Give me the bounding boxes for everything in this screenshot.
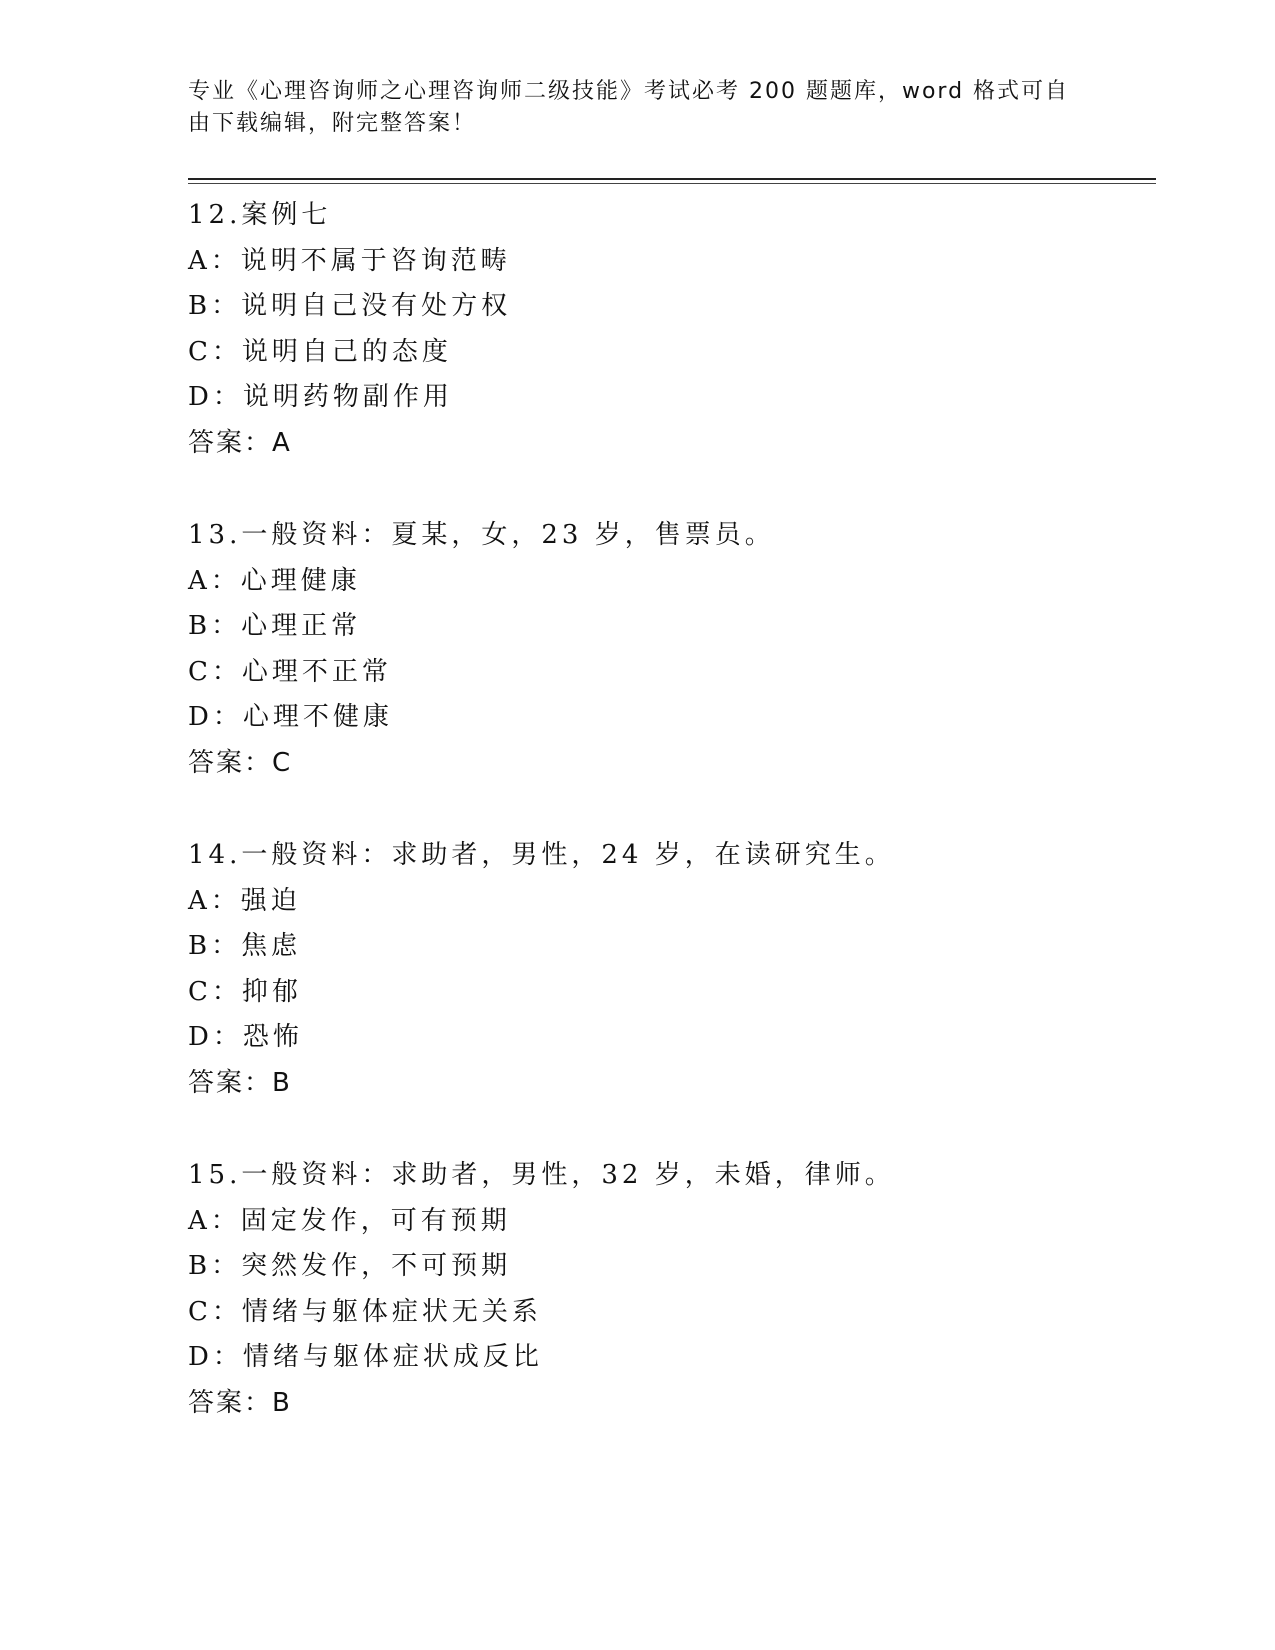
- answer-line: 答案：B: [188, 1387, 292, 1418]
- header-line-2: 由下载编辑，附完整答案！: [188, 111, 477, 136]
- answer-line: 答案：B: [188, 1067, 292, 1098]
- question-13: [188, 513, 1148, 833]
- option-b: B：说明自己没有处方权: [188, 291, 512, 321]
- question-list: [188, 193, 1148, 1473]
- option-d: D：心理不健康: [188, 702, 393, 732]
- option-a: A：固定发作，可有预期: [188, 1205, 511, 1236]
- option-b: B：突然发作，不可预期: [188, 1251, 512, 1281]
- question-stem: 14.一般资料：求助者，男性，24 岁，在读研究生。: [188, 840, 895, 870]
- option-b: B：焦虑: [188, 931, 302, 961]
- option-c: C：说明自己的态度: [188, 336, 452, 367]
- option-c: C：情绪与躯体症状无关系: [188, 1296, 542, 1327]
- question-stem: 13.一般资料：夏某，女，23 岁，售票员。: [188, 520, 775, 550]
- question-15: [188, 1153, 1148, 1473]
- option-d: D：说明药物副作用: [188, 382, 453, 412]
- option-d: D：恐怖: [188, 1022, 303, 1052]
- question-14: [188, 833, 1148, 1153]
- question-stem: 12.案例七: [188, 200, 332, 230]
- option-c: C：抑郁: [188, 976, 302, 1007]
- option-a: A：强迫: [188, 885, 301, 916]
- option-b: B：心理正常: [188, 611, 362, 641]
- option-c: C：心理不正常: [188, 656, 392, 687]
- header-line-1: 专业《心理咨询师之心理咨询师二级技能》考试必考 200 题题库，word 格式可自: [188, 79, 1070, 104]
- document-header: [188, 76, 1088, 140]
- header-divider-thin: [188, 183, 1156, 184]
- answer-line: 答案：A: [188, 427, 292, 458]
- question-12: [188, 193, 1148, 513]
- option-d: D：情绪与躯体症状成反比: [188, 1342, 543, 1372]
- option-a: A：说明不属于咨询范畴: [188, 245, 511, 276]
- answer-line: 答案：C: [188, 747, 293, 778]
- option-a: A：心理健康: [188, 565, 361, 596]
- question-stem: 15.一般资料：求助者，男性，32 岁，未婚，律师。: [188, 1160, 895, 1190]
- header-divider-thick: [188, 178, 1156, 180]
